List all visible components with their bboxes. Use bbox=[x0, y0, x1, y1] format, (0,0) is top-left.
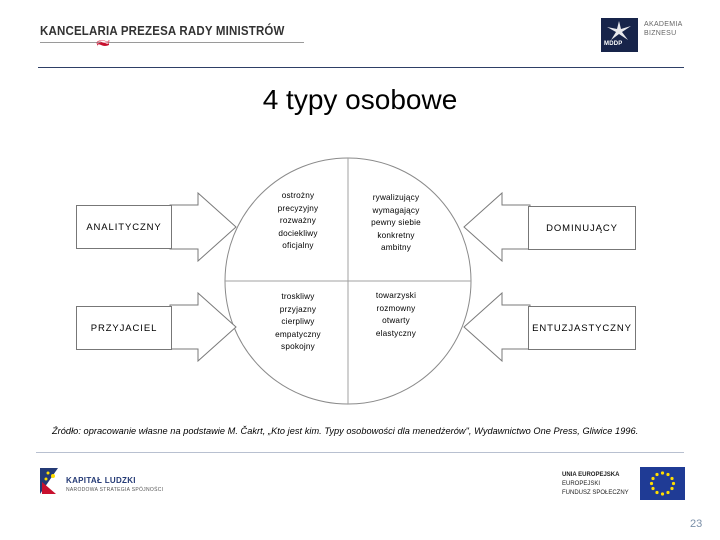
quadrant-top-right bbox=[356, 192, 436, 255]
trait-item: rywalizujący bbox=[372, 193, 420, 202]
type-analytic-box: ANALITYCZNY bbox=[76, 205, 172, 249]
eu-fund-line1: UNIA EUROPEJSKA bbox=[562, 472, 620, 478]
trait-item: rozważny bbox=[279, 216, 317, 225]
mddp-logo-label: MDDP bbox=[604, 41, 623, 47]
trait-item: towarzyski bbox=[375, 291, 417, 300]
eu-fund-line3: FUNDUSZ SPOŁECZNY bbox=[562, 490, 629, 496]
kapital-ludzki-logo-icon bbox=[38, 466, 62, 496]
slide-title: 4 typy osobowe bbox=[262, 84, 458, 115]
footer-rule bbox=[36, 452, 684, 453]
trait-item: ambitny bbox=[380, 243, 412, 252]
eu-flag-icon bbox=[640, 467, 685, 500]
arrow-right-top bbox=[170, 193, 236, 261]
trait-item: wymagający bbox=[372, 205, 420, 215]
arrow-left-bottom bbox=[464, 293, 530, 361]
trait-item: otwarty bbox=[382, 316, 410, 325]
eu-stars-icon bbox=[640, 467, 685, 500]
academy-name-line1: AKADEMIA bbox=[644, 21, 683, 28]
arrow-left-top bbox=[464, 193, 530, 261]
trait-item: dociekliwy bbox=[278, 228, 318, 238]
type-friend-box: PRZYJACIEL bbox=[76, 306, 172, 350]
eu-fund-line2: EUROPEJSKI bbox=[562, 481, 601, 487]
trait-item: troskliwy bbox=[281, 292, 315, 301]
type-enthusiast-box: ENTUZJASTYCZNY bbox=[528, 306, 636, 350]
arrow-right-bottom bbox=[170, 293, 236, 361]
trait-item: konkretny bbox=[377, 230, 415, 240]
trait-item: ostrożny bbox=[281, 191, 315, 200]
kapital-ludzki-title: KAPITAŁ LUDZKI bbox=[66, 476, 136, 485]
type-dominant-box: DOMINUJĄCY bbox=[528, 206, 636, 250]
org-name: KANCELARIA PREZESA RADY MINISTRÓW bbox=[40, 24, 285, 38]
eu-fund-text bbox=[562, 471, 629, 498]
quadrant-top-left bbox=[260, 190, 336, 253]
trait-item: cierpliwy bbox=[281, 317, 315, 326]
trait-item: pewny siebie bbox=[371, 218, 421, 227]
trait-item: elastyczny bbox=[375, 328, 417, 338]
trait-item: oficjalny bbox=[282, 241, 314, 250]
page-number: 23 bbox=[690, 518, 703, 530]
quadrant-bottom-right bbox=[358, 290, 434, 340]
source-citation: Źródło: opracowanie własne na podstawie M. Čakrt, „Kto jest kim. Typy osobowości dla menedżerów", Wydawnictwo One Press, Gliwice 1996. bbox=[52, 426, 639, 436]
trait-item: przyjazny bbox=[279, 304, 317, 314]
quadrant-bottom-left bbox=[260, 291, 336, 354]
trait-item: empatyczny bbox=[275, 329, 321, 339]
trait-item: spokojny bbox=[281, 342, 315, 351]
trait-item: rozmowny bbox=[376, 303, 416, 313]
trait-item: precyzyjny bbox=[277, 203, 319, 213]
kapital-ludzki-subtitle: NARODOWA STRATEGIA SPÓJNOŚCI bbox=[66, 487, 164, 493]
academy-name-line2: BIZNESU bbox=[644, 30, 677, 37]
